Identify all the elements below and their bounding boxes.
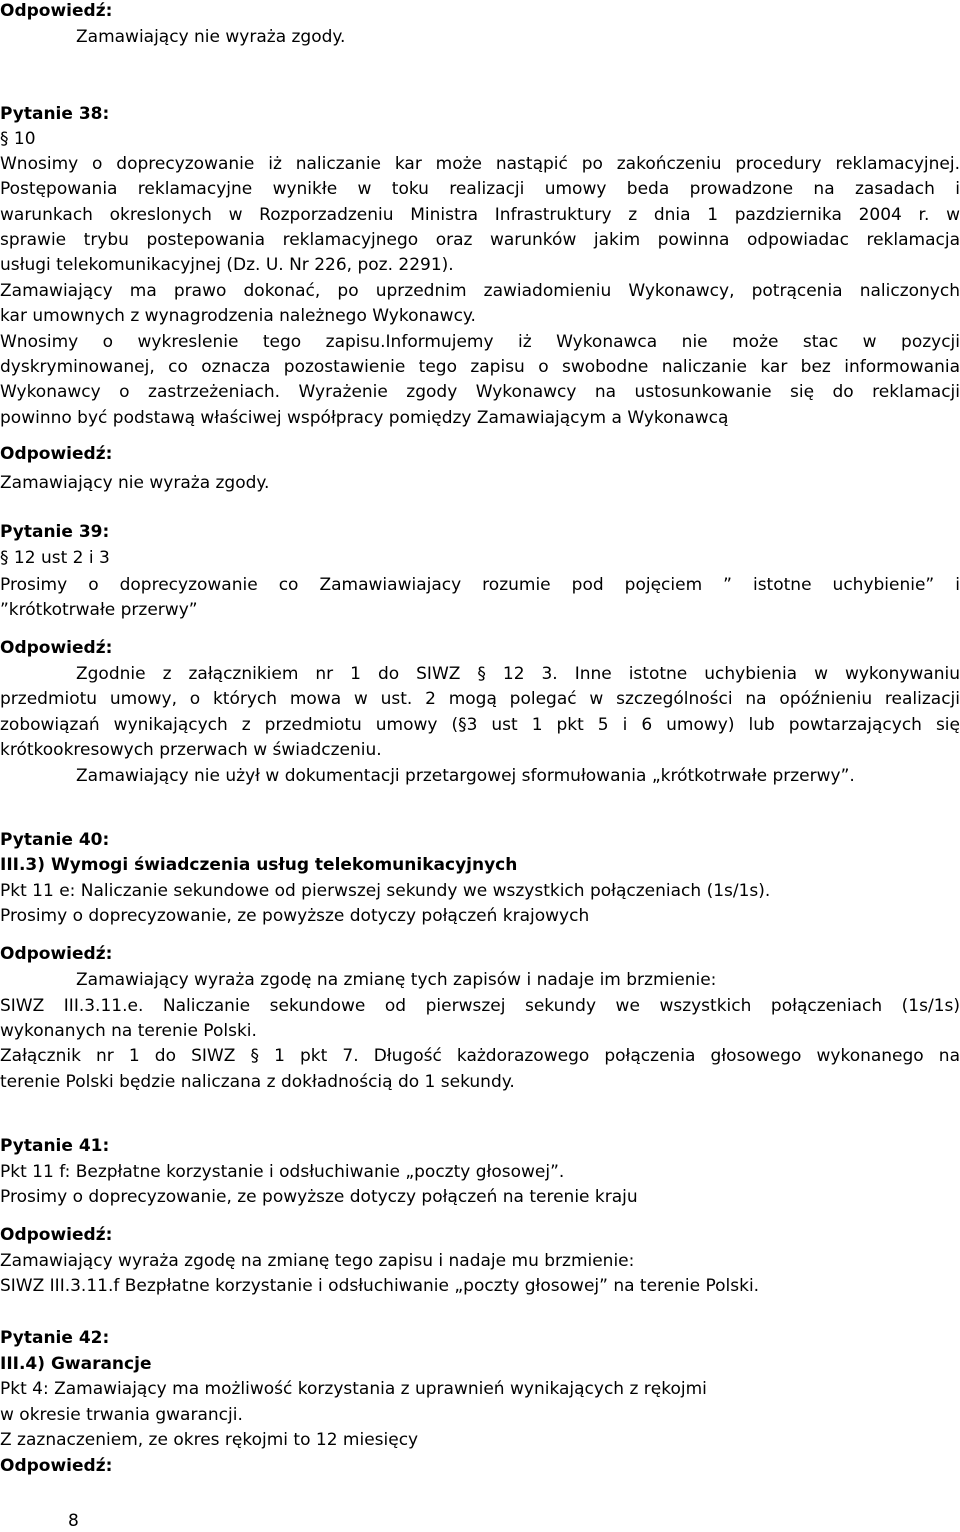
answer-text: Zamawiający wyraża zgodę na zmianę tych zapisów i nadaje im brzmienie: bbox=[76, 970, 717, 990]
section-reference: § 12 ust 2 i 3 bbox=[0, 548, 110, 568]
body-line: sprawie trybu postepowania reklamacyjnego oraz warunków jakim powinna odpowiadac reklamacja bbox=[0, 230, 960, 250]
answer-text: Zamawiający nie wyraża zgody. bbox=[0, 473, 270, 493]
body-line: Prosimy o doprecyzowanie co Zamawiawiajacy rozumie pod pojęciem ” istotne uchybienie” i bbox=[0, 575, 960, 595]
page-number: 8 bbox=[68, 1511, 79, 1531]
question-heading: Pytanie 39: bbox=[0, 522, 110, 542]
answer-heading: Odpowiedź: bbox=[0, 944, 113, 964]
body-line: Zamawiający ma prawo dokonać, po uprzednim zawiadomieniu Wykonawcy, potrącenia naliczonych bbox=[0, 281, 960, 301]
answer-text: SIWZ III.3.11.f Bezpłatne korzystanie i odsłuchiwanie „poczty głosowej” na terenie Polski. bbox=[0, 1276, 760, 1296]
answer-text: Zamawiający nie użył w dokumentacji przetargowej sformułowania „krótkotrwałe przerwy”. bbox=[76, 766, 855, 786]
body-line: Wykonawcy o zastrzeżeniach. Wyrażenie zgody Wykonawcy na ustosunkowanie się do reklamacji bbox=[0, 382, 960, 402]
answer-text: Zamawiający nie wyraża zgody. bbox=[76, 27, 346, 47]
body-line: w okresie trwania gwarancji. bbox=[0, 1405, 243, 1425]
answer-text: zobowiązań wynikających z przedmiotu umowy (§3 ust 1 pkt 5 i 6 umowy) lub powtarzających się bbox=[0, 715, 960, 735]
answer-text: Załącznik nr 1 do SIWZ § 1 pkt 7. Długość każdorazowego połączenia głosowego wykonanego na bbox=[0, 1046, 960, 1066]
answer-text: przedmiotu umowy, o których mowa w ust. 2 mogą polegać w szczególności na opóźnieniu realizacji bbox=[0, 689, 960, 709]
answer-heading: Odpowiedź: bbox=[0, 444, 113, 464]
answer-heading: Odpowiedź: bbox=[0, 1, 113, 21]
section-title: III.3) Wymogi świadczenia usług telekomunikacyjnych bbox=[0, 855, 518, 875]
question-heading: Pytanie 40: bbox=[0, 830, 110, 850]
body-line: powinno być podstawą właściwej współpracy pomiędzy Zamawiającym a Wykonawcą bbox=[0, 408, 729, 428]
body-line: dyskryminowanej, co oznacza pozostawienie tego zapisu o swobodne naliczanie kar bez informowania bbox=[0, 357, 960, 377]
answer-text: Zamawiający wyraża zgodę na zmianę tego zapisu i nadaje mu brzmienie: bbox=[0, 1251, 635, 1271]
answer-text: wykonanych na terenie Polski. bbox=[0, 1021, 257, 1041]
answer-text: Zgodnie z załącznikiem nr 1 do SIWZ § 12 3. Inne istotne uchybienia w wykonywaniu bbox=[76, 664, 960, 684]
body-line: Z zaznaczeniem, ze okres rękojmi to 12 miesięcy bbox=[0, 1430, 419, 1450]
body-line: Postępowania reklamacyjne wynikłe w toku realizacji umowy beda prowadzone na zasadach i bbox=[0, 179, 960, 199]
answer-heading: Odpowiedź: bbox=[0, 1456, 113, 1476]
answer-heading: Odpowiedź: bbox=[0, 1225, 113, 1245]
body-line: Wnosimy o doprecyzowanie iż naliczanie kar może nastąpić po zakończeniu procedury reklamacyjnej. bbox=[0, 154, 960, 174]
answer-heading: Odpowiedź: bbox=[0, 638, 113, 658]
question-heading: Pytanie 42: bbox=[0, 1328, 110, 1348]
body-line: Prosimy o doprecyzowanie, ze powyższe dotyczy połączeń na terenie kraju bbox=[0, 1187, 638, 1207]
question-heading: Pytanie 41: bbox=[0, 1136, 110, 1156]
question-heading: Pytanie 38: bbox=[0, 104, 110, 124]
answer-text: krótkookresowych przerwach w świadczeniu. bbox=[0, 740, 382, 760]
section-title: III.4) Gwarancje bbox=[0, 1354, 152, 1374]
body-line: warunkach okreslonych w Rozporzadzeniu Ministra Infrastruktury z dnia 1 pazdziernika 2004 r. w bbox=[0, 205, 960, 225]
body-line: Prosimy o doprecyzowanie, ze powyższe dotyczy połączeń krajowych bbox=[0, 906, 590, 926]
answer-text: terenie Polski będzie naliczana z dokładnością do 1 sekundy. bbox=[0, 1072, 515, 1092]
body-line: ”krótkotrwałe przerwy” bbox=[0, 600, 198, 620]
body-line: Pkt 11 f: Bezpłatne korzystanie i odsłuchiwanie „poczty głosowej”. bbox=[0, 1162, 565, 1182]
body-line: usługi telekomunikacyjnej (Dz. U. Nr 226, poz. 2291). bbox=[0, 255, 454, 275]
section-reference: § 10 bbox=[0, 129, 36, 149]
body-line: Pkt 4: Zamawiający ma możliwość korzystania z uprawnień wynikających z rękojmi bbox=[0, 1379, 707, 1399]
body-line: kar umownych z wynagrodzenia należnego Wykonawcy. bbox=[0, 306, 476, 326]
body-line: Wnosimy o wykreslenie tego zapisu.Informujemy iż Wykonawca nie może stac w pozycji bbox=[0, 332, 960, 352]
answer-text: SIWZ III.3.11.e. Naliczanie sekundowe od pierwszej sekundy we wszystkich połączeniach (1s/1s) bbox=[0, 996, 960, 1016]
body-line: Pkt 11 e: Naliczanie sekundowe od pierwszej sekundy we wszystkich połączeniach (1s/1s). bbox=[0, 881, 771, 901]
